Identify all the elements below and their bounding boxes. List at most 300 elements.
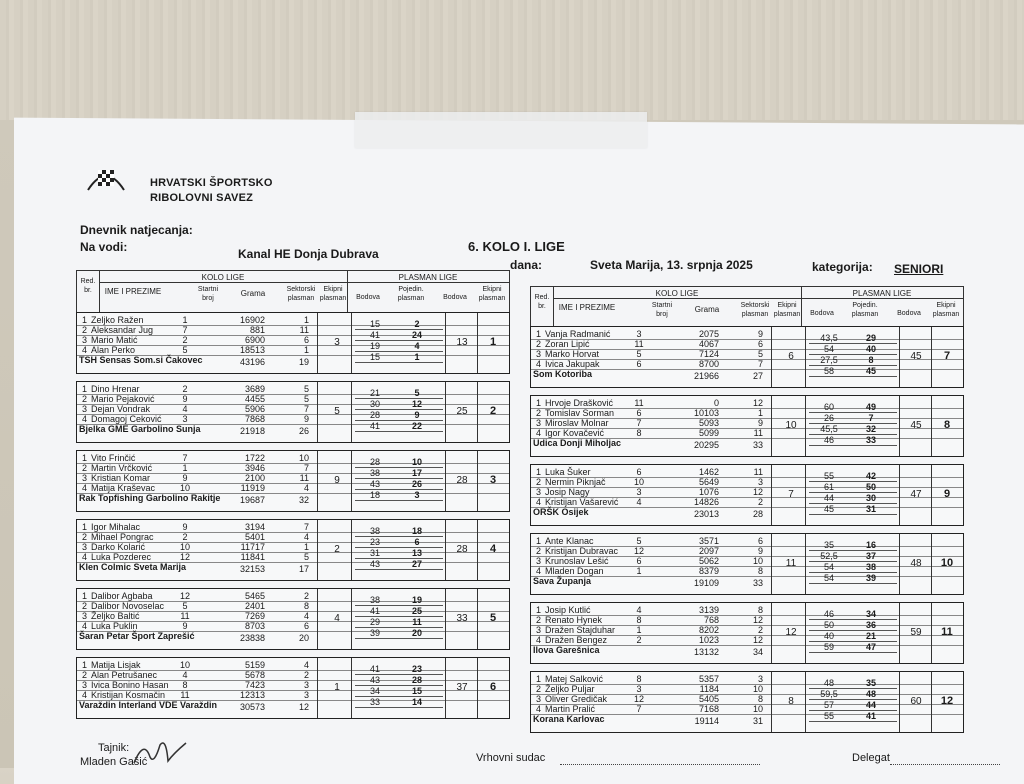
league-row [809, 435, 897, 446]
team-name: Korana Karlovac [533, 714, 605, 724]
member-sector-place: 7 [303, 522, 309, 532]
member-number: 4 [81, 483, 87, 493]
member-league-points: 61 [823, 482, 834, 492]
member-sector-place: 1 [303, 542, 309, 552]
member-start-number: 3 [636, 487, 642, 497]
member-start-number: 4 [182, 404, 188, 414]
member-league-points: 41 [369, 664, 380, 674]
member-league-place: 31 [865, 504, 876, 514]
member-number: 2 [81, 394, 87, 404]
member-sector-place: 11 [299, 325, 309, 335]
member-grams: 0 [713, 398, 719, 408]
column-divider [351, 520, 352, 580]
team-league-place: 5 [489, 612, 497, 624]
member-start-number: 11 [634, 398, 644, 408]
member-name: Dalibor Agbaba [91, 591, 153, 601]
member-league-points: 54 [823, 562, 834, 572]
league-row [809, 573, 897, 584]
league-row [355, 388, 443, 399]
member-sector-place: 12 [752, 635, 763, 645]
member-league-place: 1 [414, 352, 420, 362]
member-name: Dejan Vondrak [91, 404, 151, 414]
member-start-number: 4 [636, 605, 642, 615]
header-sektorski: Sektorski plasman [286, 286, 316, 302]
league-row [809, 482, 897, 493]
member-sector-place: 3 [757, 477, 763, 487]
member-grams: 7124 [698, 349, 719, 359]
member-number: 4 [81, 552, 87, 562]
member-sector-place: 5 [757, 349, 763, 359]
member-sector-place: 6 [757, 339, 763, 349]
team-league-place: 8 [943, 419, 951, 431]
member-grams: 14826 [693, 497, 719, 507]
member-league-place: 45 [865, 366, 876, 376]
header-ime: IME I PREZIME [558, 303, 616, 312]
column-divider [477, 313, 478, 373]
member-number: 1 [535, 329, 541, 339]
member-sector-place: 9 [757, 546, 763, 556]
team-name: Udica Donji Miholjac [533, 438, 622, 448]
team-place: 5 [334, 406, 340, 417]
member-league-points: 48 [823, 678, 834, 688]
member-name: Alan Petrušanec [91, 670, 158, 680]
member-name: Domagoj Ceković [91, 414, 162, 424]
league-row [355, 330, 443, 341]
team-block [530, 602, 964, 664]
member-league-points: 41 [369, 330, 380, 340]
member-number: 2 [81, 325, 87, 335]
member-number: 3 [535, 349, 541, 359]
team-total-points: 28 [456, 544, 468, 555]
member-league-points: 35 [823, 540, 834, 550]
member-league-place: 24 [411, 330, 422, 340]
member-name: Darko Kolarić [91, 542, 146, 552]
column-divider [351, 589, 352, 649]
league-row [355, 664, 443, 675]
team-name: TSH Sensas Som.si Čakovec [79, 355, 203, 365]
team-total-points: 48 [910, 558, 922, 569]
member-grams: 3946 [244, 463, 265, 473]
league-points-box [809, 402, 897, 446]
member-number: 3 [81, 680, 87, 690]
column-divider [317, 451, 318, 511]
column-divider [351, 382, 352, 442]
league-row [809, 344, 897, 355]
member-league-place: 47 [865, 642, 876, 652]
member-name: Dalibor Novoselac [91, 601, 165, 611]
wall-background [0, 0, 1024, 120]
member-league-points: 38 [369, 526, 380, 536]
member-start-number: 11 [180, 690, 190, 700]
member-number: 1 [535, 398, 541, 408]
journal-label: Dnevnik natjecanja: [80, 223, 193, 237]
league-row [355, 617, 443, 628]
column-divider [445, 382, 446, 442]
member-league-points: 55 [823, 471, 834, 481]
team-total-sector: 17 [298, 564, 309, 574]
team-total-grams: 19114 [694, 716, 719, 726]
member-name: Martin Vrčković [91, 463, 153, 473]
league-points-box [809, 540, 897, 584]
member-name: Kristian Komar [91, 473, 151, 483]
team-total-grams: 13132 [693, 647, 719, 657]
member-league-points: 43 [369, 675, 380, 685]
member-league-place: 28 [411, 675, 422, 685]
member-sector-place: 4 [303, 611, 309, 621]
team-total-sector: 12 [298, 702, 309, 712]
member-start-number: 1 [636, 625, 642, 635]
column-divider [805, 465, 806, 525]
member-start-number: 8 [636, 428, 642, 438]
member-grams: 1023 [698, 635, 719, 645]
member-sector-place: 1 [757, 408, 763, 418]
league-row [355, 686, 443, 697]
header-ekipni: Ekipni plasman [319, 286, 347, 302]
team-league-place: 11 [941, 626, 953, 638]
member-grams: 5062 [698, 556, 719, 566]
member-name: Oliver Gredičak [545, 694, 608, 704]
column-divider [477, 382, 478, 442]
member-league-place: 37 [865, 551, 876, 561]
league-row [809, 700, 897, 711]
member-grams: 7269 [244, 611, 265, 621]
member-number: 3 [81, 404, 87, 414]
member-grams: 3139 [698, 605, 719, 615]
member-name: Miroslav Molnar [545, 418, 609, 428]
member-league-place: 7 [868, 413, 874, 423]
column-divider [771, 672, 772, 732]
team-total-sector: 31 [752, 716, 763, 726]
member-league-place: 2 [414, 319, 420, 329]
header-ekipni2: Ekipni plasman [478, 286, 506, 302]
column-divider [805, 396, 806, 456]
member-league-points: 54 [823, 573, 834, 583]
member-number: 4 [535, 428, 541, 438]
member-sector-place: 2 [303, 670, 309, 680]
league-row [809, 678, 897, 689]
column-divider [317, 520, 318, 580]
member-league-points: 31 [369, 548, 380, 558]
header-startni: Startni broj [197, 286, 219, 302]
member-sector-place: 6 [303, 621, 309, 631]
column-divider [931, 534, 932, 594]
team-total-grams: 20295 [693, 440, 719, 450]
member-number: 2 [535, 477, 541, 487]
member-number: 4 [81, 414, 87, 424]
member-name: Igor Kovačević [545, 428, 605, 438]
member-name: Kristijan Vašarević [545, 497, 619, 507]
category-label: kategorija: [812, 260, 873, 274]
member-start-number: 10 [179, 660, 190, 670]
member-number: 4 [535, 635, 541, 645]
team-block [530, 464, 964, 526]
member-sector-place: 1 [303, 345, 309, 355]
header-grama: Grama [240, 289, 266, 298]
member-number: 2 [535, 615, 541, 625]
team-name: Klen Colmic Sveta Marija [79, 562, 187, 572]
column-divider [899, 396, 900, 456]
member-league-points: 19 [369, 341, 380, 351]
member-name: Renato Hynek [545, 615, 603, 625]
league-row [809, 689, 897, 700]
member-grams: 8202 [698, 625, 719, 635]
member-league-place: 30 [865, 493, 876, 503]
team-place: 8 [788, 696, 794, 707]
team-league-place: 10 [940, 557, 954, 569]
member-league-place: 16 [865, 540, 876, 550]
delegate-label: Delegat [852, 752, 890, 764]
member-league-points: 45 [823, 504, 834, 514]
member-start-number: 1 [182, 463, 188, 473]
member-name: Luka Puklin [91, 621, 138, 631]
member-name: Željko Baltić [91, 611, 140, 621]
member-number: 3 [81, 473, 87, 483]
member-number: 1 [535, 674, 541, 684]
column-divider [899, 327, 900, 387]
member-league-place: 15 [411, 686, 422, 696]
federation-line2: RIBOLOVNI SAVEZ [150, 192, 254, 204]
member-grams: 5649 [698, 477, 719, 487]
column-divider [477, 658, 478, 718]
member-league-points: 33 [369, 697, 380, 707]
member-name: Dražen Bengez [545, 635, 608, 645]
member-league-points: 27,5 [820, 355, 838, 365]
team-total-points: 45 [910, 420, 922, 431]
team-block [530, 326, 964, 388]
member-start-number: 12 [179, 552, 190, 562]
league-row [355, 399, 443, 410]
team-total-sector: 28 [752, 509, 763, 519]
member-name: Matija Kraševac [91, 483, 156, 493]
team-total-points: 45 [910, 351, 922, 362]
member-grams: 1184 [699, 684, 719, 694]
team-league-place: 6 [489, 681, 497, 693]
header-bodova2: Bodova [897, 310, 921, 317]
league-row [809, 620, 897, 631]
member-league-place: 18 [411, 526, 422, 536]
team-total-points: 47 [910, 489, 922, 500]
member-grams: 7423 [244, 680, 265, 690]
date-value: Sveta Marija, 13. srpnja 2025 [590, 258, 753, 272]
member-start-number: 5 [182, 601, 188, 611]
league-row [809, 402, 897, 413]
member-sector-place: 2 [757, 497, 763, 507]
member-number: 2 [535, 408, 541, 418]
team-total-grams: 21918 [239, 426, 265, 436]
member-sector-place: 5 [303, 394, 309, 404]
member-number: 2 [81, 670, 87, 680]
secretary-name: Mladen Gašić [80, 756, 148, 768]
member-grams: 2100 [244, 473, 265, 483]
league-row [809, 631, 897, 642]
member-start-number: 3 [636, 329, 642, 339]
member-start-number: 6 [636, 556, 642, 566]
column-divider [771, 396, 772, 456]
member-name: Dino Hrenar [91, 384, 140, 394]
column-divider [445, 589, 446, 649]
member-grams: 5093 [698, 418, 719, 428]
member-sector-place: 10 [298, 453, 309, 463]
column-divider [899, 603, 900, 663]
team-total-grams: 19109 [693, 578, 719, 588]
page-title: 6. KOLO I. LIGE [468, 239, 565, 254]
member-number: 1 [81, 384, 87, 394]
member-sector-place: 10 [752, 684, 763, 694]
member-league-place: 11 [412, 617, 422, 627]
column-divider [805, 672, 806, 732]
team-place: 7 [788, 489, 794, 500]
member-start-number: 7 [182, 325, 188, 335]
member-name: Željko Puljar [545, 684, 595, 694]
member-league-place: 25 [411, 606, 422, 616]
column-divider [477, 520, 478, 580]
member-name: Ivica Bonino Hasan [91, 680, 169, 690]
member-sector-place: 12 [752, 487, 763, 497]
header-ime: IME I PREZIME [104, 287, 162, 296]
column-divider [805, 327, 806, 387]
league-row [355, 526, 443, 537]
team-total-grams: 43196 [239, 357, 265, 367]
team-total-points: 25 [456, 406, 468, 417]
member-league-points: 41 [369, 421, 380, 431]
league-row [355, 319, 443, 330]
member-grams: 11717 [240, 542, 265, 552]
member-sector-place: 10 [752, 556, 763, 566]
federation-name [150, 176, 273, 206]
team-block [530, 671, 964, 733]
member-sector-place: 4 [303, 532, 309, 542]
member-league-points: 28 [369, 410, 380, 420]
team-total-grams: 21966 [693, 371, 719, 381]
member-league-place: 17 [411, 468, 422, 478]
column-divider [771, 534, 772, 594]
team-place: 11 [785, 558, 797, 569]
team-name: Šaran Petar Šport Zaprešić [79, 631, 195, 641]
league-row [355, 595, 443, 606]
column-divider [931, 465, 932, 525]
team-total-points: 37 [456, 682, 468, 693]
member-name: Vito Frinčić [91, 453, 136, 463]
member-sector-place: 5 [303, 384, 309, 394]
member-start-number: 2 [182, 335, 188, 345]
member-grams: 18513 [239, 345, 265, 355]
member-league-points: 59,5 [820, 689, 838, 699]
member-grams: 5906 [244, 404, 265, 414]
team-total-grams: 23013 [693, 509, 719, 519]
column-divider [899, 672, 900, 732]
column-divider [351, 451, 352, 511]
member-grams: 16902 [239, 315, 265, 325]
member-sector-place: 8 [757, 694, 763, 704]
team-total-sector: 32 [298, 495, 309, 505]
member-start-number: 11 [634, 339, 644, 349]
league-row [809, 504, 897, 515]
member-number: 1 [81, 660, 87, 670]
member-start-number: 8 [636, 674, 642, 684]
member-sector-place: 8 [757, 566, 763, 576]
member-start-number: 7 [636, 418, 642, 428]
member-sector-place: 10 [752, 704, 763, 714]
member-league-points: 15 [369, 319, 380, 329]
member-sector-place: 3 [303, 680, 309, 690]
member-number: 1 [535, 605, 541, 615]
member-sector-place: 9 [757, 329, 763, 339]
member-league-place: 40 [865, 344, 876, 354]
column-divider [477, 589, 478, 649]
column-divider [931, 396, 932, 456]
column-divider [477, 451, 478, 511]
column-divider [931, 603, 932, 663]
league-points-box [355, 388, 443, 432]
member-name: Alan Perko [91, 345, 136, 355]
member-grams: 768 [703, 615, 719, 625]
member-league-place: 9 [414, 410, 420, 420]
member-number: 1 [81, 591, 87, 601]
member-league-place: 36 [865, 620, 876, 630]
member-league-points: 38 [369, 595, 380, 605]
member-league-points: 54 [823, 344, 834, 354]
member-sector-place: 11 [753, 428, 763, 438]
member-grams: 3689 [244, 384, 265, 394]
league-row [355, 410, 443, 421]
member-league-points: 40 [823, 631, 834, 641]
member-grams: 10103 [693, 408, 719, 418]
member-start-number: 9 [182, 394, 188, 404]
team-league-place: 1 [489, 336, 497, 348]
team-block [76, 657, 510, 719]
member-league-place: 5 [414, 388, 420, 398]
member-league-points: 15 [369, 352, 380, 362]
member-league-points: 39 [369, 628, 380, 638]
league-row [809, 562, 897, 573]
league-row [809, 355, 897, 366]
secretary-label: Tajnik: [98, 742, 130, 754]
member-start-number: 3 [636, 684, 642, 694]
member-grams: 1462 [698, 467, 719, 477]
member-number: 1 [81, 315, 87, 325]
member-sector-place: 7 [757, 359, 763, 369]
member-name: Matej Salković [545, 674, 604, 684]
member-league-points: 23 [369, 537, 380, 547]
member-grams: 881 [249, 325, 265, 335]
member-number: 3 [535, 418, 541, 428]
member-league-place: 14 [411, 697, 422, 707]
column-divider [805, 534, 806, 594]
member-name: Matija Lisjak [91, 660, 141, 670]
team-place: 10 [785, 420, 797, 431]
team-league-place: 7 [943, 350, 951, 362]
member-sector-place: 1 [303, 315, 309, 325]
member-number: 2 [535, 684, 541, 694]
member-grams: 7168 [698, 704, 719, 714]
member-sector-place: 6 [303, 335, 309, 345]
member-sector-place: 4 [303, 660, 309, 670]
member-league-place: 42 [865, 471, 876, 481]
column-divider [351, 313, 352, 373]
member-name: Ivica Jakupak [545, 359, 600, 369]
team-total-sector: 33 [752, 440, 763, 450]
league-row [809, 642, 897, 653]
member-grams: 2097 [698, 546, 719, 556]
member-number: 4 [535, 704, 541, 714]
team-league-place: 9 [943, 488, 951, 500]
member-league-points: 58 [823, 366, 834, 376]
team-total-grams: 32153 [239, 564, 265, 574]
member-sector-place: 2 [303, 591, 309, 601]
member-sector-place: 4 [303, 483, 309, 493]
member-league-points: 52,5 [820, 551, 838, 561]
member-league-points: 21 [369, 388, 380, 398]
